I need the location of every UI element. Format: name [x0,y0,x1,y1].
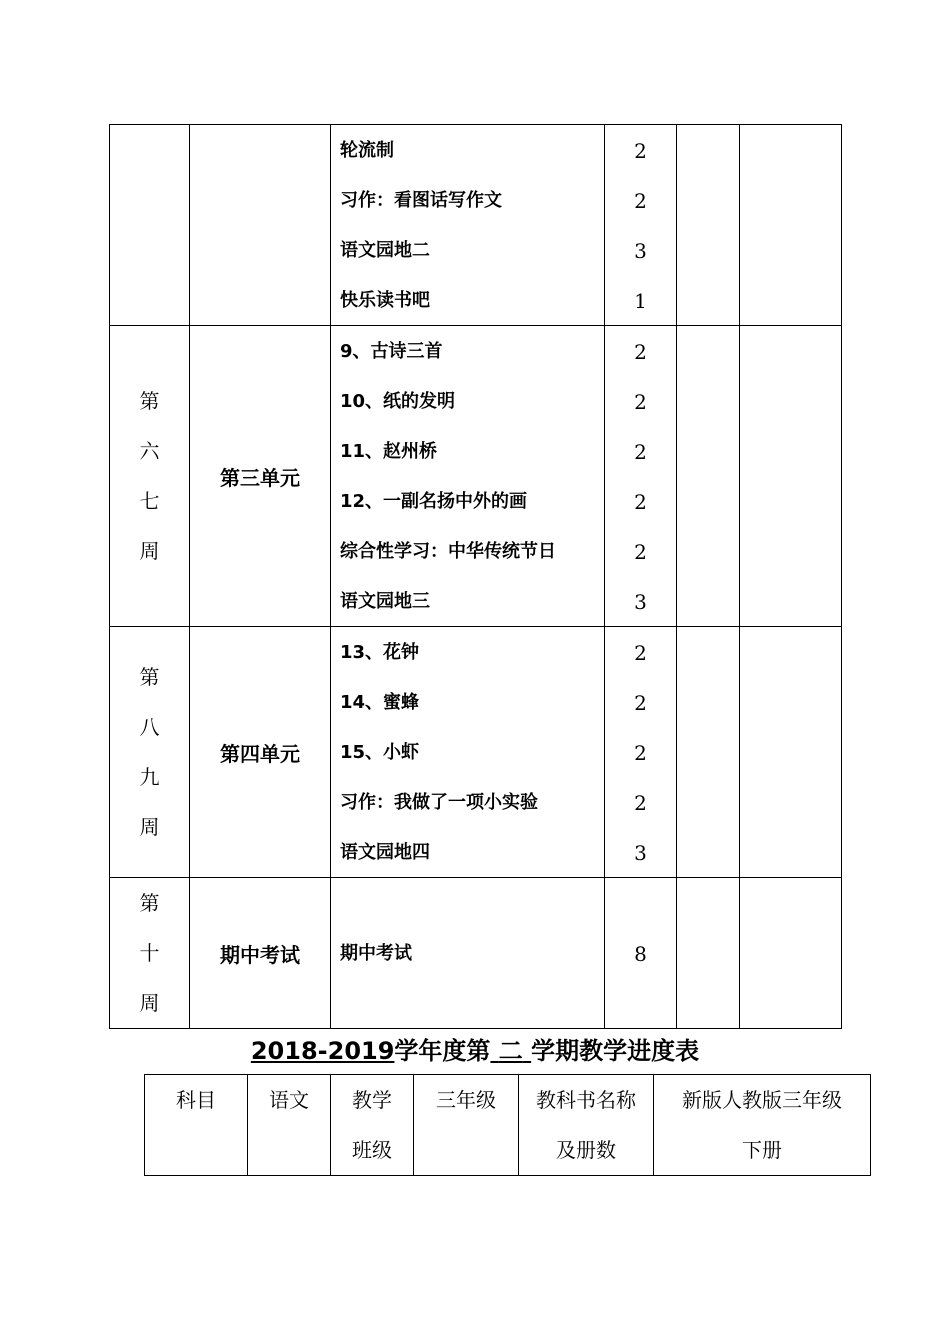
hours-value: 2 [634,340,647,364]
unit-cell [190,125,331,326]
lessons-cell [331,627,605,878]
title-term-value: 二 [498,1037,523,1065]
week-char: 九 [139,765,160,789]
week-char: 八 [139,715,160,739]
book-value [654,1075,871,1176]
book-label-line: 及册数 [556,1138,616,1162]
empty-cell [677,326,740,627]
lesson-item: 综合性学习：中华传统节日 [340,541,556,562]
lesson-item: 习作：看图话写作文 [340,190,502,211]
lesson-item: 轮流制 [340,140,394,161]
hours-value: 2 [634,641,647,665]
week-char: 周 [139,991,160,1015]
hours-value: 2 [634,390,647,414]
lesson-item: 语文园地二 [340,240,430,261]
hours-value: 2 [634,440,647,464]
book-label [519,1075,654,1176]
week-char: 周 [139,539,160,563]
lesson-item: 9、古诗三首 [340,341,443,362]
week-char: 七 [139,489,160,513]
lessons-cell [331,125,605,326]
lesson-item: 12、一副名扬中外的画 [340,491,528,512]
lesson-item: 语文园地四 [340,842,430,863]
hours-value: 2 [634,490,647,514]
week-char: 第 [139,891,160,915]
week-char: 六 [139,439,160,463]
week-char: 第 [139,389,160,413]
info-row [145,1075,871,1176]
lesson-item: 11、赵州桥 [340,441,438,462]
empty-cell [677,878,740,1029]
lesson-item: 13、花钟 [340,642,420,663]
unit-cell: 第四单元 [190,627,331,878]
empty-cell [740,326,842,627]
week-char: 十 [139,941,160,965]
hours-value: 2 [634,540,647,564]
hours-cell [605,125,677,326]
lesson-item: 快乐读书吧 [340,290,430,311]
hours-value: 3 [634,841,647,865]
empty-cell [740,125,842,326]
title-year: 2018-2019 [250,1037,395,1065]
class-label [331,1075,414,1176]
lesson-item: 语文园地三 [340,591,430,612]
class-value-text: 三年级 [436,1088,496,1112]
page-title [0,1034,950,1068]
week-cell [110,878,190,1029]
class-label-line: 教学 [352,1088,392,1112]
week-char: 第 [139,665,160,689]
lesson-item: 期中考试 [340,943,412,964]
subject-label-text: 科目 [176,1088,216,1112]
hours-value: 2 [634,189,647,213]
hours-value: 2 [634,691,647,715]
hours-value: 8 [634,942,647,966]
title-mid: 学年度第 [394,1037,491,1065]
book-value-line: 新版人教版三年级 [682,1088,842,1112]
book-value-line: 下册 [742,1138,782,1162]
schedule-row [110,125,842,326]
lessons-cell [331,326,605,627]
lesson-item: 14、蜜蜂 [340,692,420,713]
hours-value: 3 [634,239,647,263]
lesson-item: 习作：我做了一项小实验 [340,792,538,813]
book-label-line: 教科书名称 [536,1088,636,1112]
lessons-cell [331,878,605,1029]
empty-cell [740,878,842,1029]
subject-label [145,1075,248,1176]
class-value [414,1075,519,1176]
hours-value: 3 [634,590,647,614]
week-cell [110,125,190,326]
week-char: 周 [139,815,160,839]
schedule-row [110,326,842,627]
lesson-item: 10、纸的发明 [340,391,456,412]
lesson-item: 15、小虾 [340,742,420,763]
empty-cell [677,627,740,878]
class-label-line: 班级 [352,1138,392,1162]
hours-cell [605,878,677,1029]
title-end: 学期教学进度表 [531,1037,700,1065]
subject-value [248,1075,331,1176]
hours-value: 2 [634,791,647,815]
hours-cell [605,627,677,878]
subject-value-text: 语文 [269,1088,309,1112]
schedule-row [110,627,842,878]
hours-cell [605,326,677,627]
unit-cell: 期中考试 [190,878,331,1029]
hours-value: 2 [634,741,647,765]
empty-cell [677,125,740,326]
week-cell [110,627,190,878]
hours-value: 1 [634,289,647,313]
title-term [490,1037,531,1065]
hours-value: 2 [634,139,647,163]
week-cell [110,326,190,627]
schedule-row [110,878,842,1029]
empty-cell [740,627,842,878]
unit-cell: 第三单元 [190,326,331,627]
schedule-table [109,124,842,1029]
info-table [144,1074,871,1176]
